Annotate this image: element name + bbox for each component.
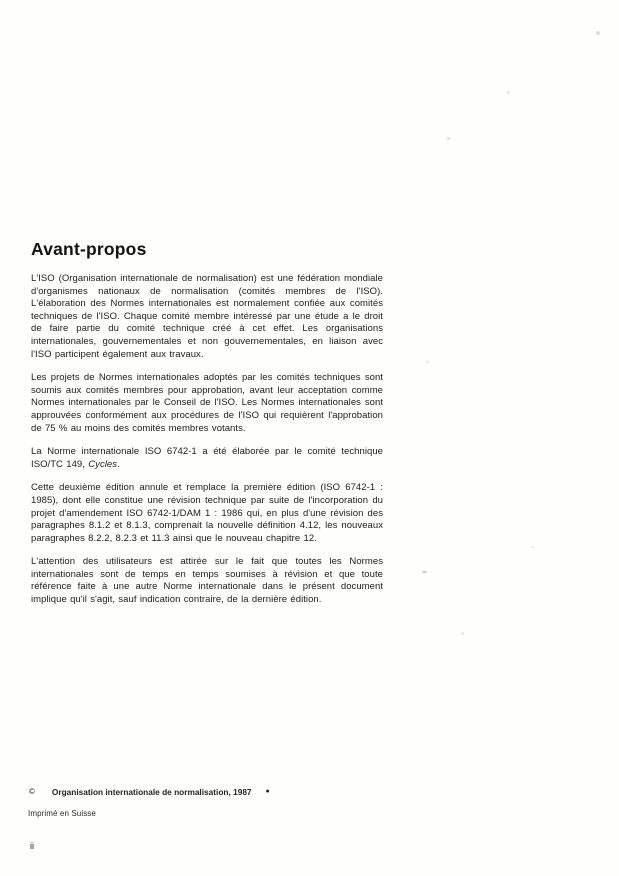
paragraph-second-edition: Cette deuxième édition annule et remplace la première édition (ISO 6742-1 : 1985), dont elle constitue une révision technique par suite de l'incorporation du projet d'amendement ISO 6742-1/DAM 1 : 1986 qui, en plus d'une révision des paragraphes 8.1.2 et 8.1.3, comprenait la nouvelle définition 4.12, les nouveaux paragraphes 8.2.2, 8.2.3 et 11.3 ainsi que le nouveau chapitre 12. [31, 482, 383, 544]
paragraph-committee-text: La Norme internationale ISO 6742-1 a été élaborée par le comité technique ISO/TC 149, [31, 446, 383, 470]
paragraph-committee-period: . [117, 458, 120, 470]
copyright-icon: © [29, 787, 35, 796]
committee-subject-italic: Cycles [88, 458, 118, 470]
scan-artifact [596, 31, 600, 35]
foreword-heading: Avant-propos [31, 239, 147, 259]
paragraph-iso-federation: L'ISO (Organisation internationale de normalisation) est une fédération mondiale d'organismes nationaux de normalisation (comités membres de l'ISO). L'élaboration des Normes internationales est normalement confiée aux comités techniques de l'ISO. Chaque comité membre intéressé par une étude a le droit de faire partie du comité technique créé à cet effet. Les organisations internationales, gouvernementales et non gouvernementales, en liaison avec l'ISO participent également aux travaux. [31, 273, 383, 360]
paragraph-draft-approval: Les projets de Normes internationales adoptés par les comités techniques sont soumis aux comités membres pour approbation, avant leur acceptation comme Normes internationales par le Conseil de l'ISO. Les Normes internationales sont approuvées conformément aux procédures de l'ISO qui requièrent l'approbation de 75 % au moins des comités membres votants. [31, 372, 383, 434]
paragraph-committee [31, 446, 383, 471]
page-number: ii [30, 841, 34, 851]
copyright-line [29, 787, 589, 797]
scan-artifact [447, 137, 450, 140]
printed-in-text: Imprimé en Suisse [28, 809, 96, 818]
scan-artifact [422, 571, 427, 573]
paragraph-revision-notice: L'attention des utilisateurs est attirée sur le fait que toutes les Normes internationales sont de temps en temps soumises à révision et que toute référence faite à une autre Norme internationale dans le présent document implique qu'il s'agit, sauf indication contraire, de la dernière édition. [31, 556, 383, 606]
foreword-section [31, 241, 383, 618]
copyright-text: Organisation internationale de normalisation, 1987 [51, 787, 252, 797]
scan-artifact [461, 632, 464, 635]
scan-artifact [531, 546, 534, 548]
scan-artifact [507, 91, 510, 94]
bullet-icon: ● [265, 788, 270, 795]
scan-artifact [426, 361, 429, 363]
